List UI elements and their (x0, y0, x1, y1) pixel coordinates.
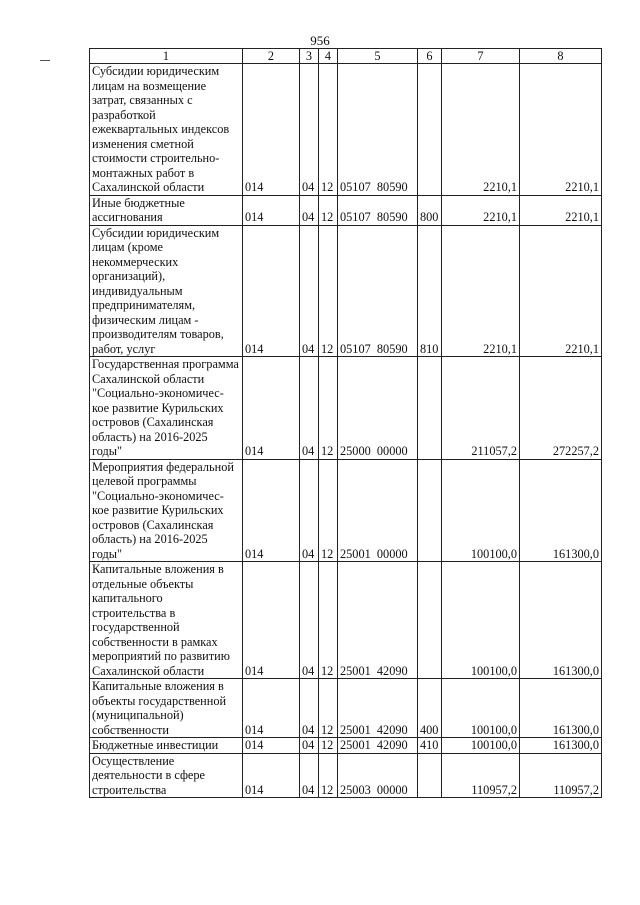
row-name-cell: Осуществление деятельности в сфере строительства (90, 753, 243, 798)
expense-type-cell: 810 (418, 225, 442, 357)
ministry-code-cell: 014 (243, 562, 300, 679)
table-row (90, 738, 602, 754)
target-article-cell: 05107 80590 (338, 225, 418, 357)
table-row (90, 562, 602, 679)
subsection-code-cell: 12 (319, 195, 338, 225)
expense-type-cell (418, 357, 442, 460)
expense-type-cell: 800 (418, 195, 442, 225)
header-cell: 6 (418, 49, 442, 64)
section-code-cell: 04 (300, 357, 319, 460)
subsection-code-cell: 12 (319, 357, 338, 460)
amount-first-year-cell: 2210,1 (442, 225, 520, 357)
ministry-code-cell: 014 (243, 195, 300, 225)
amount-second-year-cell: 2210,1 (520, 64, 602, 196)
header-cell: 8 (520, 49, 602, 64)
table-row (90, 679, 602, 738)
table-row (90, 459, 602, 562)
ministry-code-cell: 014 (243, 64, 300, 196)
section-code-cell: 04 (300, 459, 319, 562)
header-cell: 5 (338, 49, 418, 64)
amount-second-year-cell: 161300,0 (520, 738, 602, 754)
amount-second-year-cell: 2210,1 (520, 195, 602, 225)
row-name-cell: Бюджетные инвестиции (90, 738, 243, 754)
section-code-cell: 04 (300, 562, 319, 679)
subsection-code-cell: 12 (319, 738, 338, 754)
expense-type-cell: 400 (418, 679, 442, 738)
amount-first-year-cell: 100100,0 (442, 738, 520, 754)
expense-type-cell (418, 64, 442, 196)
table-row (90, 64, 602, 196)
row-name-cell: Капитальные вложения в объекты государственной (муниципальной) собственности (90, 679, 243, 738)
table-row (90, 225, 602, 357)
target-article-cell: 25001 42090 (338, 738, 418, 754)
ministry-code-cell: 014 (243, 753, 300, 798)
header-cell: 4 (319, 49, 338, 64)
row-name-cell: Государственная программа Сахалинской области "Социально-экономичес-кое развитие Курильских островов (Сахалинская область) на 2016-2025 годы" (90, 357, 243, 460)
target-article-cell: 25001 42090 (338, 679, 418, 738)
expense-type-cell (418, 459, 442, 562)
section-code-cell: 04 (300, 225, 319, 357)
amount-first-year-cell: 110957,2 (442, 753, 520, 798)
subsection-code-cell: 12 (319, 459, 338, 562)
amount-second-year-cell: 161300,0 (520, 679, 602, 738)
table-row (90, 357, 602, 460)
subsection-code-cell: 12 (319, 225, 338, 357)
row-name-cell: Мероприятия федеральной целевой программы "Социально-экономичес-кое развитие Курильских островов (Сахалинская область) на 2016-2025 годы" (90, 459, 243, 562)
page-number: 956 (310, 33, 330, 48)
target-article-cell: 25000 00000 (338, 357, 418, 460)
row-name-cell: Субсидии юридическим лицам на возмещение затрат, связанных с разработкой ежеквартальных индексов изменения сметной стоимости строительно-монтажных работ в Сахалинской области (90, 64, 243, 196)
header-cell: 2 (243, 49, 300, 64)
amount-first-year-cell: 100100,0 (442, 679, 520, 738)
expense-type-cell (418, 562, 442, 679)
subsection-code-cell: 12 (319, 562, 338, 679)
amount-second-year-cell: 161300,0 (520, 459, 602, 562)
header-cell: 7 (442, 49, 520, 64)
amount-first-year-cell: 2210,1 (442, 64, 520, 196)
table-row (90, 753, 602, 798)
subsection-code-cell: 12 (319, 64, 338, 196)
section-code-cell: 04 (300, 679, 319, 738)
amount-second-year-cell: 2210,1 (520, 225, 602, 357)
amount-first-year-cell: 100100,0 (442, 459, 520, 562)
amount-second-year-cell: 110957,2 (520, 753, 602, 798)
amount-first-year-cell: 100100,0 (442, 562, 520, 679)
expense-type-cell: 410 (418, 738, 442, 754)
amount-first-year-cell: 2210,1 (442, 195, 520, 225)
target-article-cell: 25003 00000 (338, 753, 418, 798)
header-row (90, 49, 602, 64)
expense-type-cell (418, 753, 442, 798)
ministry-code-cell: 014 (243, 738, 300, 754)
ministry-code-cell: 014 (243, 679, 300, 738)
row-name-cell: Иные бюджетные ассигнования (90, 195, 243, 225)
target-article-cell: 25001 42090 (338, 562, 418, 679)
subsection-code-cell: 12 (319, 679, 338, 738)
amount-first-year-cell: 211057,2 (442, 357, 520, 460)
amount-second-year-cell: 161300,0 (520, 562, 602, 679)
header-cell: 3 (300, 49, 319, 64)
budget-table (89, 48, 602, 798)
table-row (90, 195, 602, 225)
ministry-code-cell: 014 (243, 225, 300, 357)
header-cell: 1 (90, 49, 243, 64)
row-name-cell: Субсидии юридическим лицам (кроме некоммерческих организаций), индивидуальным предпринимателям, физическим лицам - производителям товаров, работ, услуг (90, 225, 243, 357)
ministry-code-cell: 014 (243, 459, 300, 562)
section-code-cell: 04 (300, 195, 319, 225)
target-article-cell: 05107 80590 (338, 195, 418, 225)
row-name-cell: Капитальные вложения в отдельные объекты капитального строительства в государственной собственности в рамках мероприятий по развитию Сахалинской области (90, 562, 243, 679)
target-article-cell: 25001 00000 (338, 459, 418, 562)
section-code-cell: 04 (300, 753, 319, 798)
subsection-code-cell: 12 (319, 753, 338, 798)
margin-mark (40, 60, 50, 61)
amount-second-year-cell: 272257,2 (520, 357, 602, 460)
ministry-code-cell: 014 (243, 357, 300, 460)
target-article-cell: 05107 80590 (338, 64, 418, 196)
section-code-cell: 04 (300, 64, 319, 196)
section-code-cell: 04 (300, 738, 319, 754)
